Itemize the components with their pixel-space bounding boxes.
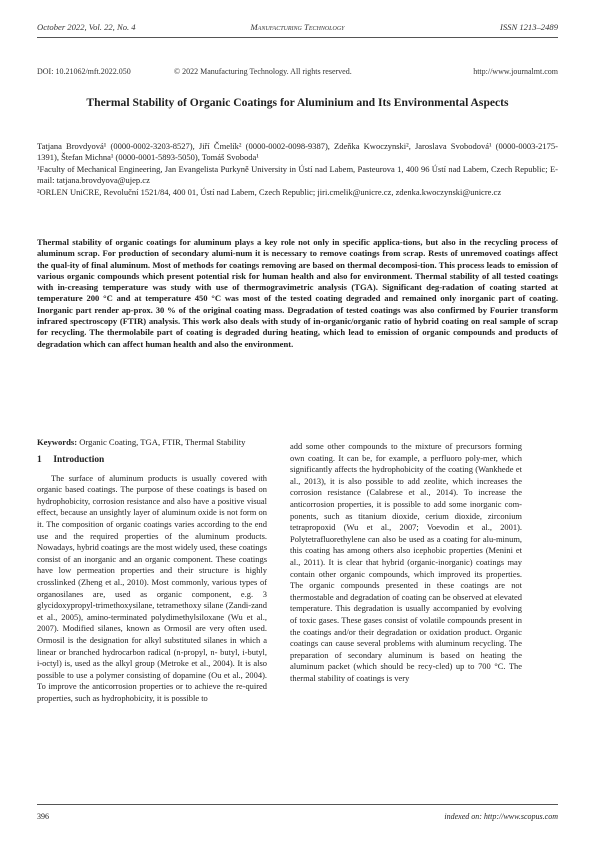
body-column-left (37, 455, 267, 704)
section-heading (37, 455, 267, 467)
copyright-notice: © 2022 Manufacturing Technology. All rights reserved. (174, 67, 352, 76)
section-number: 1 (37, 455, 42, 465)
body-paragraph-continued: add some other compounds to the mixture of precursors forming own coating. It can be, for example, a perfluoro poly-mer, which significantly affects the hydrophobicity of the coating (Wankhede et al., 2013), it is also possible to add zeolite, which increases the corrosion resistance (Calabrese et al., 2014). To increase the anticorrosion properties, it is possible to add some inorganic com-ponents, such as titanium dioxide, cerium dioxide, zirconium tetrapropoxid (Wu et al., 2007; Voevodin et al., 2001). Polytetrafluorethylene can also be used as a coating for alu-minum, this coating has among others also icephobic properties (Menini et al., 2011). It is clear that hybrid (organic-inorganic) coatings may contain other organic compounds, which improved its properties. The organic compounds presented in these coatings are not thermostable and degradation of coating can be observed at elevated temperature. This degradation is usually accompanied by evolving of toxic gases. These gases consist of volatile compounds present in the coatings and/or their degradation or oxidation product. Organic coatings can cause several problems with aluminum recycling. The preparation of secondary aluminum is based on heating the aluminum packet (which should be recy-cled) up to 700 °C. The thermal stability of coatings is very (290, 441, 522, 683)
author-list: Tatjana Brovdyová¹ (0000-0002-3203-8527), Jiří Čmelík² (0000-0002-0098-9387), Zdeňka Kwoczynski², Jaroslava Svobodová¹ (0000-0003-2175-1391), Štefan Michna¹ (0000-0001-5893-5050), Tomáš Svoboda¹ (37, 141, 558, 163)
abstract: Thermal stability of organic coatings for aluminum plays a key role not only in specific applica-tions, but also in the recycling process of aluminum scrap. For production of secondary alumi-num it is necessary to remove coatings from scrap. Rests of unremoved coatings affect the qual-ity of final aluminum. Most of methods for coatings removing are based on thermal decomposi-tion. This process leads to emission of various organic compounds which present potential risk for human health and also for environment. Thermal stability of all tested coatings with in-creasing temperature was study with use of thermogravimetric analysis (TGA). Significant deg-radation of coating started at temperature 200 °C and at temperature 450 °C was most of the tested coating degraded and remained only inorganic part of coating. Inorganic part render ap-prox. 30 % of the original coating mass. Degradation of tested coatings was also confirmed by Fourier transform infrared spectroscopy (FTIR) analysis. This work also deals with study of in-organic/organic ratio of hybrid coating on real sample of scrap for recycling. The thermolabile part of coating is degraded during heating, which lead to emission of organic compounds and products of degradation which can affect human health and also the environment. (37, 237, 558, 349)
keywords-label: Keywords: (37, 437, 78, 447)
affiliation-1: ¹Faculty of Mechanical Engineering, Jan Evangelista Purkyně University in Ústí nad Labem, Pasteurova 1, 400 96 Ústí nad Labem, Czech Republic; E-mail: tatjana.brovdyova@ujep.cz (37, 163, 558, 186)
article-title: Thermal Stability of Organic Coatings for Aluminium and Its Environmental Aspects (86, 96, 509, 109)
indexing-note: indexed on: http://www.scopus.com (444, 812, 558, 821)
author-block (37, 141, 558, 198)
footer-divider (37, 804, 558, 805)
body-paragraph: The surface of aluminum products is usually covered with organic based coatings. The purpose of these coatings is based on hydrophobicity, corrosion resistance and also have a positive visual effect, because an unsightly layer of aluminum oxide is not form on it. The composition of organic coatings varies according to the end use and the required properties of the aluminum products. Nowadays, hybrid coatings are the most widely used, these coatings consist of an inorganic and an organic component. These coatings have low permeation properties and their structure is highly crosslinked (Zheng et al., 2010). Most commonly, various types of organosilanes are, used as organic component, e.g. 3 glycidoxypropyl-trimethoxysilane, tetramethoxy silane (Zandi-zand et al., 2005), amino-terminated polydimethylsiloxane (Wu et al., 2007). Modified silanes, known as Ormosil are very often used. Ormosil is the designation for alkyl substituted silanes in which a linear or branched hydrocarbon radical (n-propyl, n- butyl, i-butyl, i-octyl) is, used as the alkyl group (Metroke et al., 2004). It is also possible to use a polymer consisting of dopamine (Ou et al., 2004). To improve the anticorrosion properties or to achieve the re-quired properties, such as hydrophobicity, it is possible to (37, 472, 267, 703)
body-column-right (290, 441, 522, 684)
journal-name: Manufacturing Technology (250, 22, 345, 32)
running-header (37, 22, 558, 36)
issn: ISSN 1213–2489 (499, 22, 558, 32)
issue-info: October 2022, Vol. 22, No. 4 (37, 22, 136, 32)
affiliation-2: ²ORLEN UniCRE, Revoluční 1521/84, 400 01, Ústí nad Labem, Czech Republic; jiri.cmelik@unicre.cz, zdenka.kwoczynski@unicre.cz (37, 186, 502, 197)
section-title: Introduction (53, 455, 105, 465)
keywords-text: Organic Coating, TGA, FTIR, Thermal Stability (79, 437, 246, 447)
doi[interactable]: DOI: 10.21062/mft.2022.050 (37, 67, 131, 76)
header-divider (37, 37, 558, 38)
page-number: 396 (37, 812, 49, 821)
journal-website-link[interactable]: http://www.journalmt.com (473, 67, 558, 76)
